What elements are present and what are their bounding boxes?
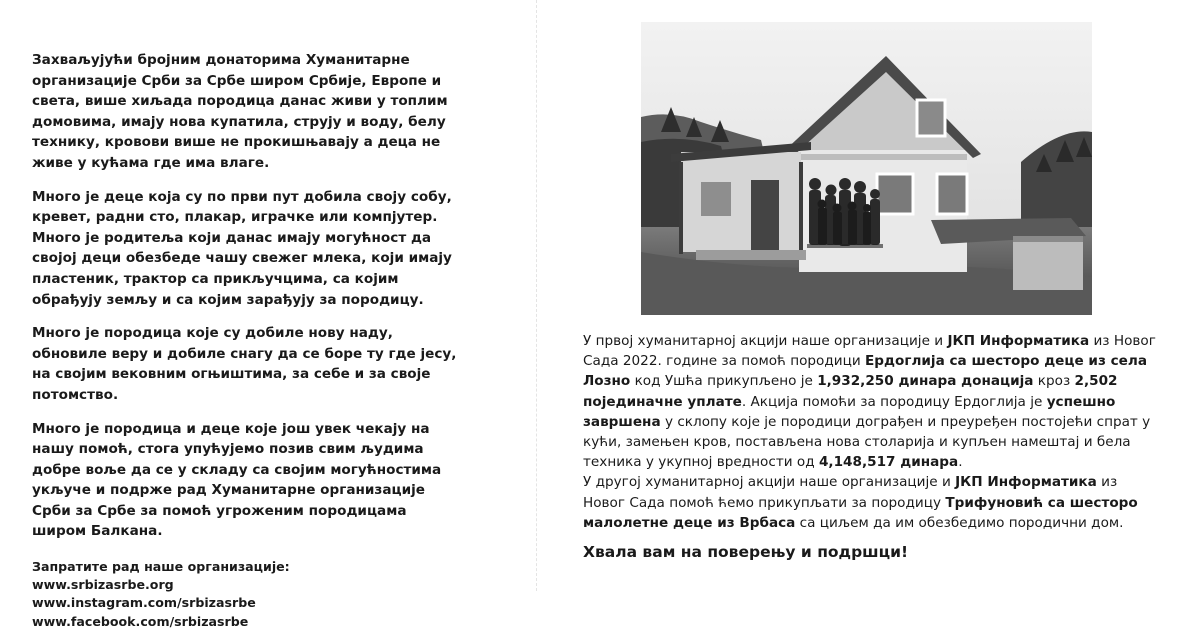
- photo-illustration: [641, 22, 1092, 315]
- p2-segment-4: са циљем да им обезбедимо породични дом.: [795, 514, 1124, 531]
- p1-segment-0: У првој хуманитарној акцији наше организације и: [583, 333, 948, 349]
- page-fold-divider: [536, 0, 537, 591]
- p1-segment-6: кроз: [1033, 373, 1075, 390]
- p1-segment-11: 4,148,517 динара: [818, 454, 959, 471]
- left-column: [32, 50, 464, 631]
- campaign-paragraph-1: [583, 331, 1163, 472]
- p1-segment-9: успешно завршена: [583, 393, 1116, 430]
- link-instagram[interactable]: www.instagram.com/srbizasrbe: [32, 595, 256, 611]
- p2-segment-3: Трифуновић са шесторо малолетне деце из Врбаса: [583, 494, 1138, 531]
- paragraph-4: Много је породица и деце које још увек чекају на нашу помоћ, стога упућујемо позив свим људима добре воље да се у складу са својим могућностима укључе и подрже рад Хуманитарне организације Срби за Србе за помоћ угроженим породицама широм Балкана.: [32, 420, 442, 540]
- house-family-photo: [641, 22, 1092, 315]
- p1-segment-12: .: [958, 454, 963, 471]
- p1-segment-2: из Новог Сада 2022. године за помоћ породици: [583, 333, 1156, 370]
- link-website[interactable]: www.srbizasrbe.org: [32, 577, 174, 593]
- paragraph-3: Много је породица које су добиле нову наду, обновиле веру и добиле снагу да се боре ту где јесу, на својим вековним огњиштима, за себе и за своје потомство.: [32, 325, 457, 403]
- right-column: [583, 331, 1163, 562]
- follow-title: Запратите рад наше организације:: [32, 559, 290, 575]
- p1-segment-1: ЈКП Информатика: [947, 333, 1090, 349]
- p1-segment-8: . Акција помоћи за породицу Ердоглија је: [741, 393, 1047, 410]
- p1-segment-7: 2,502 појединачне уплате: [583, 373, 1118, 410]
- p1-segment-10: у склопу које је породици дограђен и преуређен постојећи спрат у кући, замењен кров, постављена нова столарија и купљен намештај и бела техника у укупној вредности од: [583, 413, 1151, 471]
- paragraph-1: Захваљујући бројним донаторима Хуманитарне организације Срби за Србе широм Србије, Европе и света, више хиљада породица данас живи у топлим домовима, имају нова купатила, струју и воду, белу технику, кровови више не прокишњавају а деца не живе у кућама где има влаге.: [32, 52, 448, 171]
- p2-segment-2: из Новог Сада помоћ ћемо прикупљати за породицу: [583, 474, 1118, 511]
- follow-block: [32, 558, 464, 631]
- paragraph-2: Много је деце која су по први пут добила своју собу, кревет, радни сто, плакар, играчке или компјутер. Много је родитеља који данас имају могућност да својој деци обезбеде чашу свежег млека, који имају пластеник, трактор са прикључцима, са којим обрађују земљу и са којим зарађују за породицу.: [32, 188, 452, 308]
- p1-segment-4: код Ушћа прикупљено је: [630, 373, 818, 390]
- thanks-line: Хвала вам на поверењу и подршци!: [583, 543, 909, 562]
- p1-segment-3: Ердоглија са шесторо деце из села Лозно: [583, 353, 1147, 390]
- p2-segment-0: У другој хуманитарној акцији наше организације и: [583, 474, 956, 491]
- p2-segment-1: ЈКП Информатика: [955, 474, 1097, 491]
- p1-segment-5: 1,932,250 динара донација: [817, 373, 1034, 390]
- campaign-paragraph-2: [583, 472, 1163, 533]
- link-facebook[interactable]: www.facebook.com/srbizasrbe: [32, 613, 249, 629]
